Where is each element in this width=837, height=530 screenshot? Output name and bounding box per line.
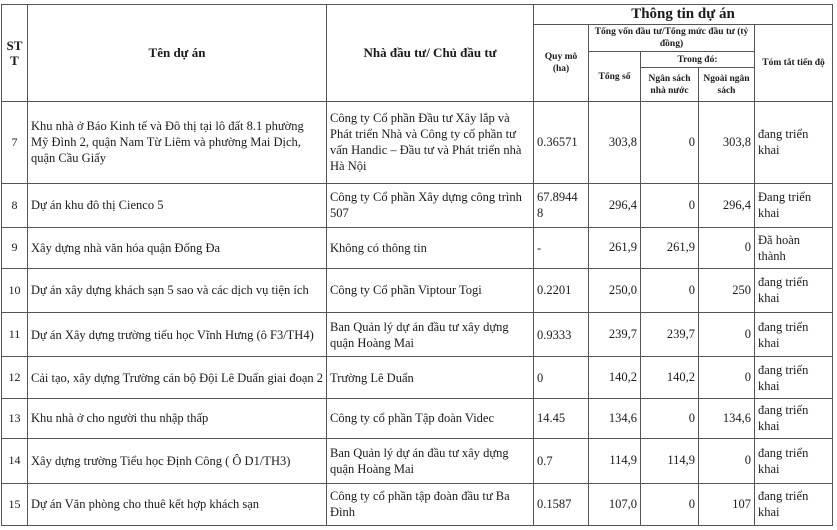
cell-investor: Ban Quản lý dự án đầu tư xây dựng quận Hoàng Mai bbox=[327, 312, 534, 356]
cell-non-state: 0 bbox=[699, 439, 755, 483]
cell-scale: 67.8944 8 bbox=[534, 183, 589, 227]
table-row bbox=[2, 183, 833, 227]
cell-non-state: 134,6 bbox=[699, 398, 755, 438]
cell-total: 261,9 bbox=[589, 228, 641, 268]
cell-state-budget: 0 bbox=[641, 102, 699, 184]
cell-stt: 7 bbox=[2, 102, 28, 184]
cell-progress: đang triển khai bbox=[755, 483, 833, 525]
cell-investor: Công ty cổ phần tập đoàn đầu tư Ba Đình bbox=[327, 483, 534, 525]
cell-progress: đang triển khai bbox=[755, 357, 833, 398]
cell-stt: 10 bbox=[2, 268, 28, 312]
cell-state-budget: 0 bbox=[641, 398, 699, 438]
table-row bbox=[2, 312, 833, 356]
header-investor: Nhà đầu tư/ Chủ đầu tư bbox=[327, 5, 534, 102]
cell-project-name: Xây dựng trường Tiểu học Định Công ( Ô D1/TH3) bbox=[28, 439, 327, 483]
cell-state-budget: 0 bbox=[641, 183, 699, 227]
cell-scale: 14.45 bbox=[534, 398, 589, 438]
cell-project-name: Xây dựng nhà văn hóa quận Đống Đa bbox=[28, 228, 327, 268]
table-row bbox=[2, 102, 833, 184]
table-row bbox=[2, 357, 833, 398]
cell-progress: Đã hoàn thành bbox=[755, 228, 833, 268]
cell-progress: đang triển khai bbox=[755, 268, 833, 312]
cell-investor: Trường Lê Duẩn bbox=[327, 357, 534, 398]
cell-non-state: 0 bbox=[699, 357, 755, 398]
cell-project-name: Khu nhà ở Báo Kinh tế và Đô thị tại lô đất 8.1 phường Mỹ Đình 2, quận Nam Từ Liêm và phường Mai Dịch, quận Cầu Giấy bbox=[28, 102, 327, 184]
cell-project-name: Khu nhà ở cho người thu nhập thấp bbox=[28, 398, 327, 438]
cell-investor: Công ty Cổ phần Xây dựng công trình 507 bbox=[327, 183, 534, 227]
cell-project-name: Cải tạo, xây dựng Trường cán bộ Đội Lê Duẩn giai đoạn 2 bbox=[28, 357, 327, 398]
cell-stt: 9 bbox=[2, 228, 28, 268]
cell-stt: 15 bbox=[2, 483, 28, 525]
header-capital: Tổng vốn đầu tư/Tổng mức đầu tư (tỷ đồng) bbox=[589, 25, 755, 52]
cell-total: 140,2 bbox=[589, 357, 641, 398]
cell-state-budget: 0 bbox=[641, 268, 699, 312]
table-row bbox=[2, 398, 833, 438]
cell-investor: Không có thông tin bbox=[327, 228, 534, 268]
cell-non-state: 296,4 bbox=[699, 183, 755, 227]
cell-stt: 14 bbox=[2, 439, 28, 483]
cell-total: 239,7 bbox=[589, 312, 641, 356]
table-row bbox=[2, 439, 833, 483]
cell-total: 114,9 bbox=[589, 439, 641, 483]
cell-scale: 0.2201 bbox=[534, 268, 589, 312]
cell-progress: Đang triển khai bbox=[755, 183, 833, 227]
cell-project-name: Dự án khu đô thị Cienco 5 bbox=[28, 183, 327, 227]
header-project-info: Thông tin dự án bbox=[534, 5, 833, 25]
cell-total: 296,4 bbox=[589, 183, 641, 227]
cell-non-state: 107 bbox=[699, 483, 755, 525]
cell-stt: 11 bbox=[2, 312, 28, 356]
header-stt: ST T bbox=[2, 5, 28, 102]
cell-scale: 0.1587 bbox=[534, 483, 589, 525]
header-state-budget: Ngân sách nhà nước bbox=[641, 68, 699, 102]
cell-progress: đang triển khai bbox=[755, 312, 833, 356]
header-total: Tổng số bbox=[589, 52, 641, 102]
cell-progress: đang triển khai bbox=[755, 398, 833, 438]
cell-state-budget: 261,9 bbox=[641, 228, 699, 268]
table-row bbox=[2, 228, 833, 268]
cell-stt: 12 bbox=[2, 357, 28, 398]
cell-investor: Ban Quản lý dự án đầu tư xây dựng quận Hoàng Mai bbox=[327, 439, 534, 483]
table-row bbox=[2, 268, 833, 312]
project-table bbox=[1, 4, 833, 526]
cell-total: 107,0 bbox=[589, 483, 641, 525]
cell-non-state: 0 bbox=[699, 312, 755, 356]
cell-state-budget: 0 bbox=[641, 483, 699, 525]
header-non-state: Ngoài ngân sách bbox=[699, 68, 755, 102]
cell-scale: 0 bbox=[534, 357, 589, 398]
cell-progress: đang triển khai bbox=[755, 102, 833, 184]
header-of-which: Trong đó: bbox=[641, 52, 755, 68]
header-progress: Tóm tắt tiến độ bbox=[755, 25, 833, 102]
cell-scale: 0.9333 bbox=[534, 312, 589, 356]
cell-total: 250,0 bbox=[589, 268, 641, 312]
cell-non-state: 250 bbox=[699, 268, 755, 312]
cell-project-name: Dự án Văn phòng cho thuê kết hợp khách sạn bbox=[28, 483, 327, 525]
cell-state-budget: 140,2 bbox=[641, 357, 699, 398]
cell-project-name: Dự án xây dựng khách sạn 5 sao và các dịch vụ tiện ích bbox=[28, 268, 327, 312]
cell-investor: Công ty cổ phần Tập đoàn Videc bbox=[327, 398, 534, 438]
cell-state-budget: 114,9 bbox=[641, 439, 699, 483]
header-scale: Quy mô (ha) bbox=[534, 25, 589, 102]
cell-non-state: 0 bbox=[699, 228, 755, 268]
cell-stt: 13 bbox=[2, 398, 28, 438]
cell-stt: 8 bbox=[2, 183, 28, 227]
cell-project-name: Dự án Xây dựng trường tiểu học Vĩnh Hưng (ô F3/TH4) bbox=[28, 312, 327, 356]
cell-scale: - bbox=[534, 228, 589, 268]
header-project-name: Tên dự án bbox=[28, 5, 327, 102]
cell-progress: đang triển khai bbox=[755, 439, 833, 483]
cell-state-budget: 239,7 bbox=[641, 312, 699, 356]
cell-scale: 0.7 bbox=[534, 439, 589, 483]
cell-scale: 0.36571 bbox=[534, 102, 589, 184]
cell-investor: Công ty Cổ phần Viptour Togi bbox=[327, 268, 534, 312]
cell-non-state: 303,8 bbox=[699, 102, 755, 184]
table-row bbox=[2, 483, 833, 525]
cell-total: 134,6 bbox=[589, 398, 641, 438]
cell-investor: Công ty Cổ phần Đầu tư Xây lắp và Phát triển Nhà và Công ty cổ phần tư vấn Handic – Đầu tư và Phát triển nhà Hà Nội bbox=[327, 102, 534, 184]
cell-total: 303,8 bbox=[589, 102, 641, 184]
